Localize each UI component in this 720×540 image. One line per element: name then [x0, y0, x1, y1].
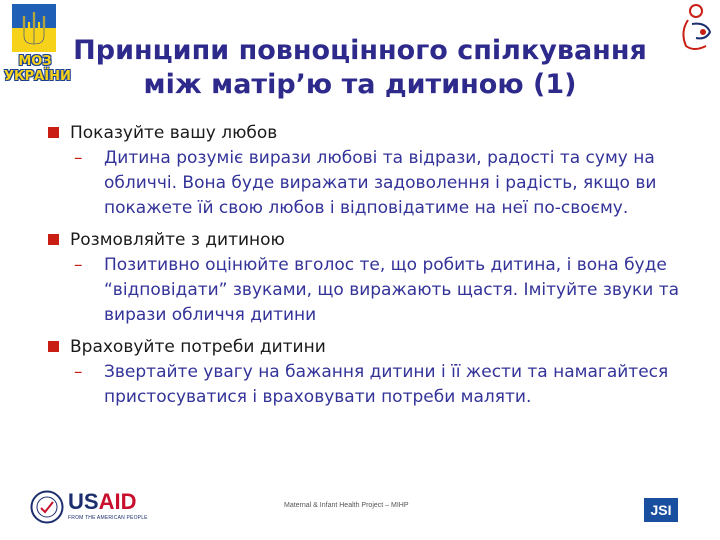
slide-title: Принципи повноцінного спілкування між матір’ю та дитиною (1)	[73, 35, 647, 100]
dash-icon: –	[74, 255, 83, 275]
bullet-item	[46, 120, 686, 146]
trident-icon	[12, 8, 56, 50]
project-footer: Maternal & Infant Health Project – MIHP	[284, 502, 409, 509]
mother-child-icon	[676, 2, 718, 54]
slide-content	[46, 120, 686, 416]
bullet-square-icon	[48, 234, 59, 245]
usaid-seal-icon	[30, 490, 64, 524]
dash-icon: –	[74, 148, 83, 168]
sub-item	[46, 146, 686, 221]
bullet-square-icon	[48, 341, 59, 352]
moz-ukraine-logo	[4, 4, 71, 92]
bullet-item	[46, 334, 686, 360]
usaid-logo	[30, 490, 158, 526]
sub-item	[46, 253, 686, 328]
sub-item	[46, 360, 686, 410]
moz-logo-text: МОЗ УКРАЇНИ	[4, 54, 71, 84]
usaid-wordmark: USAID	[68, 489, 137, 514]
usaid-tagline: FROM THE AMERICAN PEOPLE	[68, 515, 148, 521]
sub-text: Дитина розуміє вирази любові та відрази, радості та суму на обличчі. Вона буде виражати задоволення і радість, якщо ви покажете їй свою любов і відповідатиме на неї по-своєму.	[104, 148, 657, 218]
bullet-square-icon	[48, 127, 59, 138]
bullet-text: Враховуйте потреби дитини	[70, 337, 326, 357]
sub-text: Позитивно оцінюйте вголос те, що робить дитина, і вона буде “відповідати” звуками, що виражають щастя. Імітуйте звуки та вирази обличчя дитини	[104, 255, 680, 325]
sub-text: Звертайте увагу на бажання дитини і її жести та намагайтеся пристосуватися і враховувати потреби маляти.	[104, 362, 669, 407]
bullet-item	[46, 227, 686, 253]
dash-icon: –	[74, 362, 83, 382]
jsi-logo: JSI	[644, 498, 678, 522]
bullet-text: Показуйте вашу любов	[70, 123, 278, 143]
bullet-text: Розмовляйте з дитиною	[70, 230, 285, 250]
